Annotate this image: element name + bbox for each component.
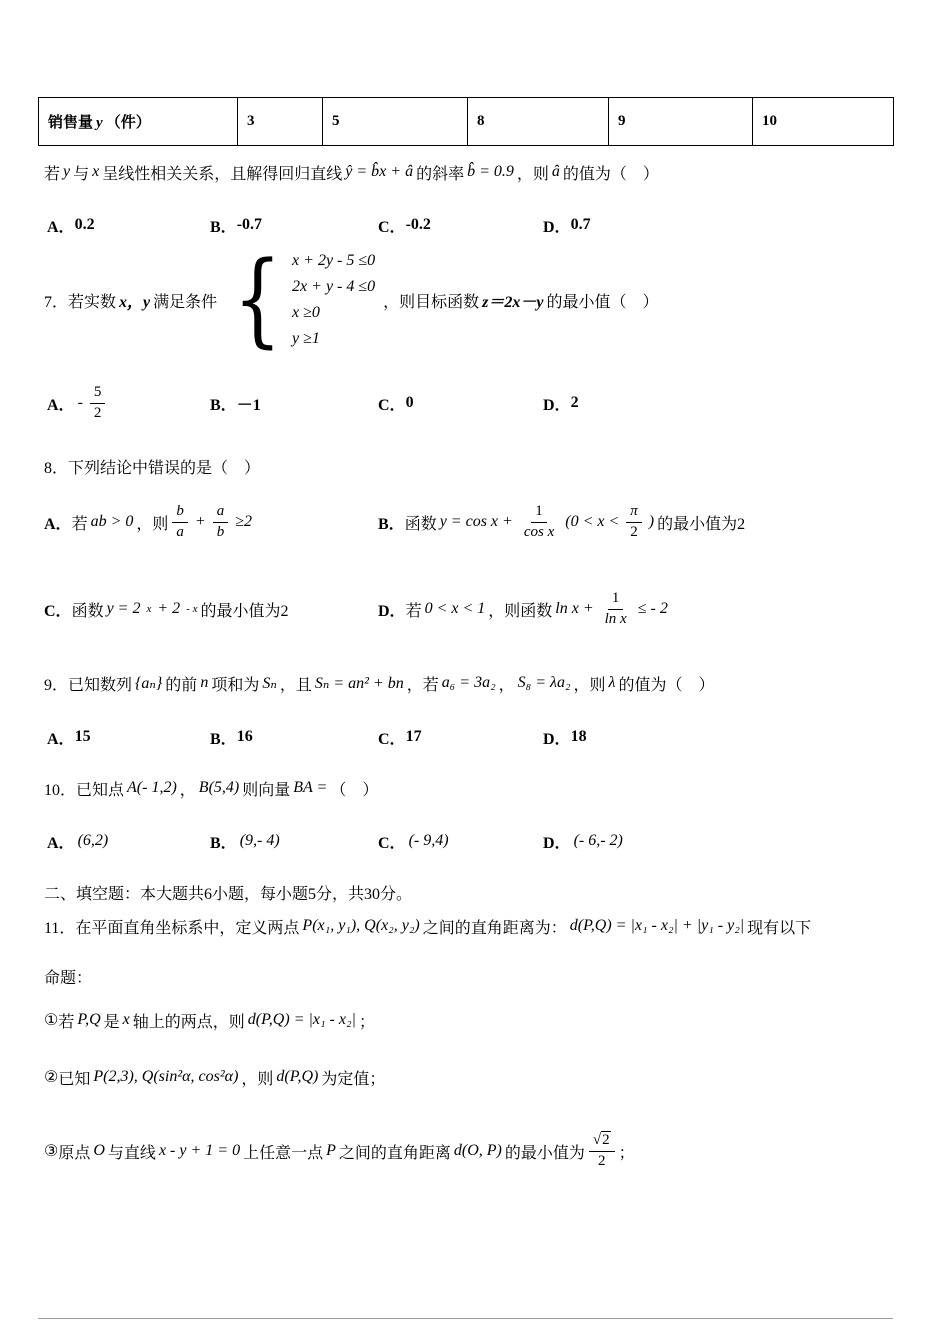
q11-proposition-1 [44,1005,375,1035]
option-value: 0.7 [570,216,591,233]
q8a-text: 若 [71,515,88,533]
sales-value-cell: 5 [323,98,468,146]
q6-text: 若 [44,165,61,183]
fraction [520,503,558,541]
q8a-tail: ≥2 [235,513,252,530]
q7-options [47,380,579,426]
option-label: D． [378,602,406,620]
option-label: B． [210,730,237,748]
option-value: (9,- 4) [239,832,280,849]
q7-vars: x，y [119,293,151,311]
sales-value-cell: 8 [468,98,609,146]
q7-option-a [47,384,210,422]
q8a-condition: ab > 0 [90,513,134,530]
fraction [626,503,642,541]
q7-option-c [378,392,543,415]
q11p2-text: 已知 [58,1070,91,1088]
fraction-denominator: 2 [630,523,638,540]
option-value: 0 [405,394,414,411]
q11p3-distance: d(O, P) [453,1142,502,1159]
q11p2-points: P(2,3), Q(sin²α, cos²α) [93,1068,239,1085]
q6-stem [44,158,659,186]
q8-number: 8． [44,459,69,477]
option-label: D． [543,730,571,748]
fraction-numerator: π [626,503,642,522]
fraction-denominator: a [176,523,184,540]
q11p1-axis-var: x [122,1011,130,1028]
q7-option-d [543,392,579,415]
option-value: -0.2 [405,216,431,233]
q9-sequence: {aₙ} [135,675,163,692]
page-footer-rule [38,1318,893,1319]
q6-text: 的斜率 [416,165,465,183]
q9-text: ，则 [573,676,606,694]
q9-option-b [210,726,378,749]
q9-text: 的前 [165,676,198,694]
option-label: C． [378,834,406,852]
q8-stem-text: 下列结论中错误的是（ ） [68,459,261,477]
q11-distance-definition: d(P,Q) = |x₁ - x₂| + |y₁ - y₂| [569,917,745,934]
left-brace: { [233,240,282,359]
q10-point-a: A(- 1,2) [127,779,177,796]
q6-text: 的值为（ ） [562,165,659,183]
q8c-plus-term: + 2 [157,600,181,617]
q11-stem-continued [44,962,92,990]
option-label: A． [47,396,75,414]
fraction [172,503,188,541]
q9-var-n: n [200,674,209,691]
sales-header-label: 销售量 [48,115,94,131]
q7-system-line: y ≥1 [292,330,320,347]
q6-option-b [210,214,378,237]
q7-text: 满足条件 [153,293,218,311]
option-value: (- 9,4) [408,832,449,849]
minus-sign: - [77,394,83,411]
sales-header-var: y [96,115,103,131]
option-value: (6,2) [77,832,109,849]
q10-stem [44,773,378,803]
radicand: 2 [602,1132,610,1149]
option-label: B． [210,218,237,236]
q8c-function: y = 2 [106,600,141,617]
option-value: 2 [570,394,579,411]
q9-text: ，且 [279,676,312,694]
q11p3-text: 的最小值为 [504,1144,585,1162]
q11p3-tail: ； [618,1144,635,1162]
fraction-numerator: a [213,503,229,522]
q11p1-text: 若 [58,1013,75,1031]
q10-lead: 10．已知点 [44,781,125,799]
q8d-tail: ≤ - 2 [637,600,668,617]
q11p1-points: P,Q [77,1011,101,1028]
option-label: D． [543,834,571,852]
q9-option-d [543,726,587,749]
q7-lead: 7．若实数 [44,293,117,311]
q9-lead: 9．已知数列 [44,676,133,694]
q6-options [47,210,591,240]
section-2-title: 二、填空题：本大题共6小题，每小题5分，共30分。 [44,885,413,903]
fraction [90,384,106,422]
fraction [589,1132,615,1170]
q11p1-formula: d(P,Q) = |x₁ - x₂| [247,1011,356,1028]
q10-option-c [378,830,543,853]
q11-stem [44,910,811,942]
option-label: B． [210,834,237,852]
option-value: (- 6,- 2) [573,832,623,849]
q8b-domain: (0 < x < [565,513,620,530]
q11p3-point-p: P [326,1142,336,1159]
q11p2-distance: d(P,Q) [276,1068,319,1085]
q8b-function: y = cos x + [439,513,513,530]
q9-text: ， [498,676,515,694]
option-label: C． [378,730,406,748]
option-value: 0.2 [74,216,95,233]
sales-table-header-cell [39,98,238,146]
option-label: D． [543,218,571,236]
fraction-numerator [589,1132,615,1151]
q8c-text: 函数 [71,602,104,620]
option-value: 16 [236,728,253,745]
radical-sign: √ [592,1132,602,1149]
q6-option-a [47,214,210,237]
fraction [213,503,229,541]
q11p2-text: 为定值； [321,1070,386,1088]
q11-lead: 11．在平面直角坐标系中，定义两点 [44,919,300,937]
fraction [601,590,631,628]
q8d-text: 若 [405,602,422,620]
q6-text: 与 [73,165,90,183]
q6-var-a-hat: â [551,163,560,180]
option-label: A． [47,730,75,748]
q8c-text: 的最小值为2 [200,602,289,620]
q11-proposition-3 [44,1122,635,1180]
q11p3-text: 原点 [58,1144,91,1162]
q6-regression-equation: ŷ = b̂x + â [345,163,414,180]
q9-stem [44,668,714,698]
q10-text: ， [179,781,196,799]
q11-text: 命题： [44,969,93,987]
q6-slope-value: b̂ = 0.9 [467,163,514,180]
sales-value-cell: 9 [609,98,753,146]
q9-options [47,722,587,752]
q8-option-d [378,583,671,635]
q6-text: 呈线性相关关系，且解得回归直线 [102,165,343,183]
q7-system-line: x + 2y - 5 ≤0 [292,252,376,269]
sales-value-cell: 3 [238,98,323,146]
q10-option-a [47,830,210,853]
q11p3-text: 之间的直角距离 [338,1144,451,1162]
circled-3-mark: ③ [44,1143,59,1160]
option-label: B． [210,396,237,414]
q7-system-lines [292,248,375,352]
q8-option-c [44,583,288,635]
option-label: A． [47,218,75,236]
q11p3-text: 上任意一点 [243,1144,324,1162]
fraction-denominator: ln x [604,610,627,627]
fraction-numerator: 1 [608,590,624,609]
q9-text: 的值为（ ） [618,676,715,694]
q11p1-tail: ； [358,1013,375,1031]
q7-text: 的最小值（ ） [546,293,659,311]
q11p2-text: ，则 [241,1070,274,1088]
fraction-denominator: 2 [93,404,102,421]
q10-vector: BA = [293,779,328,796]
sales-value-cell: 10 [753,98,894,146]
q11p3-line-equation: x - y + 1 = 0 [158,1142,241,1159]
sales-table-row [39,98,894,146]
q7-inequality-system [225,240,376,359]
option-label: C． [44,602,72,620]
q9-option-a [47,726,210,749]
q9-var-lambda: λ [608,674,616,691]
q8d-condition: 0 < x < 1 [424,600,486,617]
option-value: －1 [236,396,261,414]
q7-stem [44,240,659,359]
q10-options [47,824,626,858]
option-label: A． [44,515,72,533]
option-value: -0.7 [236,216,263,233]
q6-text: ，则 [516,165,549,183]
q8b-text: 的最小值为2 [657,515,746,533]
q6-option-c [378,214,543,237]
q11p1-text: 是 [103,1013,120,1031]
q11-text: 现有以下 [747,919,812,937]
option-label: A． [47,834,75,852]
sales-table [38,97,894,146]
q7-system-line: x ≥0 [292,304,320,321]
circled-2-mark: ② [44,1069,59,1086]
q10-text: 则向量 [242,781,291,799]
fraction-denominator: 2 [597,1152,606,1169]
q8a-text: ，则 [136,515,169,533]
option-label: D． [543,396,571,414]
sales-header-unit: （件） [105,115,151,131]
option-value: 18 [570,728,587,745]
q8c-exponent: x [146,603,152,615]
q11-proposition-2 [44,1062,385,1092]
q6-var-y: y [63,163,71,180]
q8d-text: ，则函数 [488,602,553,620]
q11-points: P(x₁, y₁), Q(x₂, y₂) [302,917,420,934]
q8d-lnx: ln x + [555,600,594,617]
q11-text: 之间的直角距离为： [422,919,567,937]
q7-system-line: 2x + y - 4 ≤0 [292,278,376,295]
q10-text: （ ） [330,781,379,799]
option-label: C． [378,396,406,414]
plus-sign: + [194,513,206,530]
q7-option-b [210,392,378,415]
section-2-header [44,878,412,906]
fraction-numerator: 1 [531,503,547,522]
fraction-denominator: b [216,523,225,540]
option-value: 17 [405,728,422,745]
q11p3-text: 与直线 [107,1144,156,1162]
q8c-exponent: - x [186,603,198,615]
option-label: C． [378,218,406,236]
q9-condition-2: S₈ = λa₂ [517,674,571,691]
q9-sum-formula: Sₙ = an² + bn [314,675,404,692]
q9-text: 项和为 [211,676,260,694]
q6-option-d [543,214,591,237]
q11p1-text: 轴上的两点，则 [132,1013,245,1031]
q8-option-b [378,496,745,548]
q8b-paren: ) [648,513,655,530]
q8-option-a [44,496,255,548]
option-value: 15 [74,728,91,745]
q10-option-b [210,830,378,853]
q9-option-c [378,726,543,749]
q7-text: ，则目标函数 [383,293,480,311]
q9-sum-symbol: Sₙ [262,675,277,692]
q7-objective-function: z＝2x－y [482,293,544,311]
fraction-numerator: b [172,503,188,522]
q9-text: ，若 [406,676,439,694]
option-label: B． [378,515,405,533]
circled-1-mark: ① [44,1012,59,1029]
q8-stem [44,452,260,480]
q11p3-origin: O [93,1142,105,1159]
q10-option-d [543,830,626,853]
fraction-denominator: cos x [523,523,555,540]
fraction-numerator: 5 [90,384,106,403]
q6-var-x: x [92,163,100,180]
q10-point-b: B(5,4) [198,779,240,796]
q8b-text: 函数 [404,515,437,533]
q9-condition-1: a₆ = 3a₂ [441,674,496,691]
